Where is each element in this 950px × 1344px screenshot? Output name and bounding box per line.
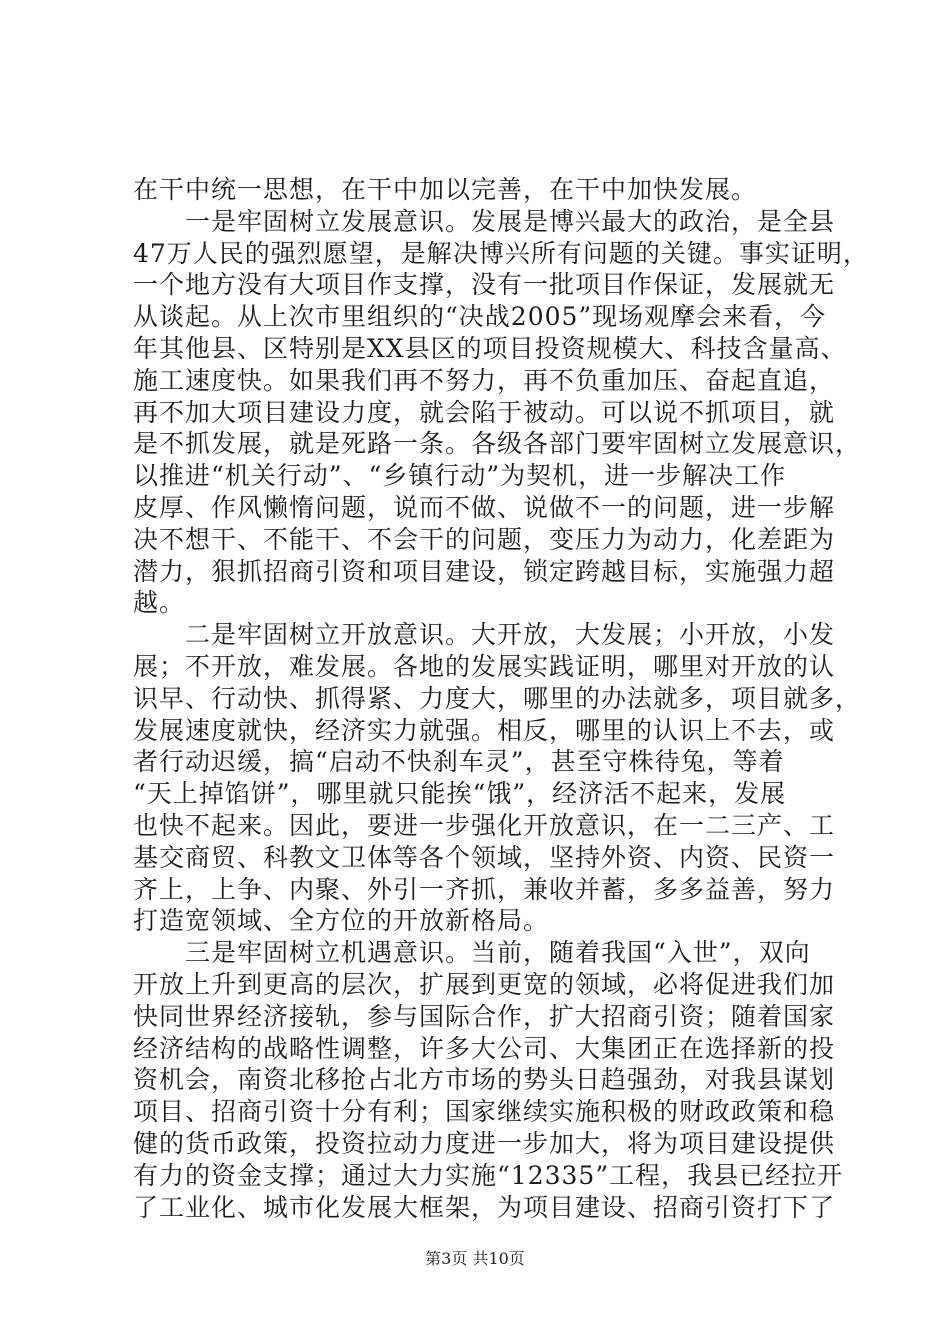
text-line: 决不想干、不能干、不会干的问题，变压力为动力，化差距为: [133, 524, 836, 554]
text-line: 潜力，狠抓招商引资和项目建设，锁定跨越目标，实施强力超: [133, 556, 836, 586]
text-line: 开放上升到更高的层次，扩展到更宽的领域，必将促进我们加: [133, 969, 836, 999]
text-line: 经济结构的战略性调整，许多大公司、大集团正在选择新的投: [133, 1033, 836, 1063]
text-line: 再不加大项目建设力度，就会陷于被动。可以说不抓项目，就: [133, 397, 836, 427]
text-line: 三是牢固树立机遇意识。当前，随着我国“入世”，双向: [133, 938, 811, 968]
text-line: 施工速度快。如果我们再不努力，再不负重加压、奋起直追，: [133, 365, 836, 395]
text-line: 齐上，上争、内聚、外引一齐抓，兼收并蓄，多多益善，努力: [133, 874, 836, 904]
text-line: 展；不开放，难发展。各地的发展实践证明，哪里对开放的认: [133, 651, 836, 681]
text-line: 一个地方没有大项目作支撑，没有一批项目作保证，发展就无: [133, 270, 836, 300]
text-line: 者行动迟缓，搞“启动不快刹车灵”，甚至守株待兔，等着: [133, 747, 785, 777]
text-line: 以推进“机关行动”、“乡镇行动”为契机，进一步解决工作: [133, 461, 787, 491]
text-line: 在干中统一思想，在干中加以完善，在干中加快发展。: [133, 175, 758, 204]
text-line: 基交商贸、科教文卫体等各个领域，坚持外资、内资、民资一: [133, 842, 836, 872]
text-line: 识早、行动快、抓得紧、力度大，哪里的办法就多，项目就多，: [133, 683, 862, 713]
text-line: 快同世界经济接轨，参与国际合作，扩大招商引资；随着国家: [133, 1001, 836, 1031]
text-line: 健的货币政策，投资拉动力度进一步加大，将为项目建设提供: [133, 1128, 836, 1158]
text-line: 是不抓发展，就是死路一条。各级各部门要牢固树立发展意识，: [133, 429, 862, 459]
text-line: 越。: [133, 588, 186, 618]
text-line: 一是牢固树立发展意识。发展是博兴最大的政治，是全县: [133, 206, 836, 236]
page-number-footer: 第3页 共10页: [425, 1249, 525, 1268]
text-line: 皮厚、作风懒惰问题，说而不做、说做不一的问题，进一步解: [133, 492, 836, 522]
text-line: 有力的资金支撑；通过大力实施“12335”工程，我县已经拉开: [133, 1160, 844, 1190]
text-line: 发展速度就快，经济实力就强。相反，哪里的认识上不去，或: [133, 715, 836, 745]
text-line: 从谈起。从上次市里组织的“决战2005”现场观摩会来看，今: [133, 302, 827, 332]
body-text: [133, 174, 869, 1223]
text-line: 年其他县、区特别是XX县区的项目投资规模大、科技含量高、: [133, 333, 847, 363]
text-line: 资机会，南资北移抢占北方市场的势头日趋强劲，对我县谋划: [133, 1065, 836, 1095]
text-line: 二是牢固树立开放意识。大开放，大发展；小开放，小发: [133, 620, 836, 650]
text-line: “天上掉馅饼”，哪里就只能挨“饿”，经济活不起来，发展: [133, 779, 787, 809]
text-line: 打造宽领域、全方位的开放新格局。: [133, 906, 550, 936]
text-line: 也快不起来。因此，要进一步强化开放意识，在一二三产、工: [133, 810, 836, 840]
text-line: 了工业化、城市化发展大框架，为项目建设、招商引资打下了: [133, 1192, 836, 1222]
text-line: 47万人民的强烈愿望，是解决博兴所有问题的关键。事实证明，: [133, 238, 869, 268]
text-line: 项目、招商引资十分有利；国家继续实施积极的财政政策和稳: [133, 1097, 836, 1127]
